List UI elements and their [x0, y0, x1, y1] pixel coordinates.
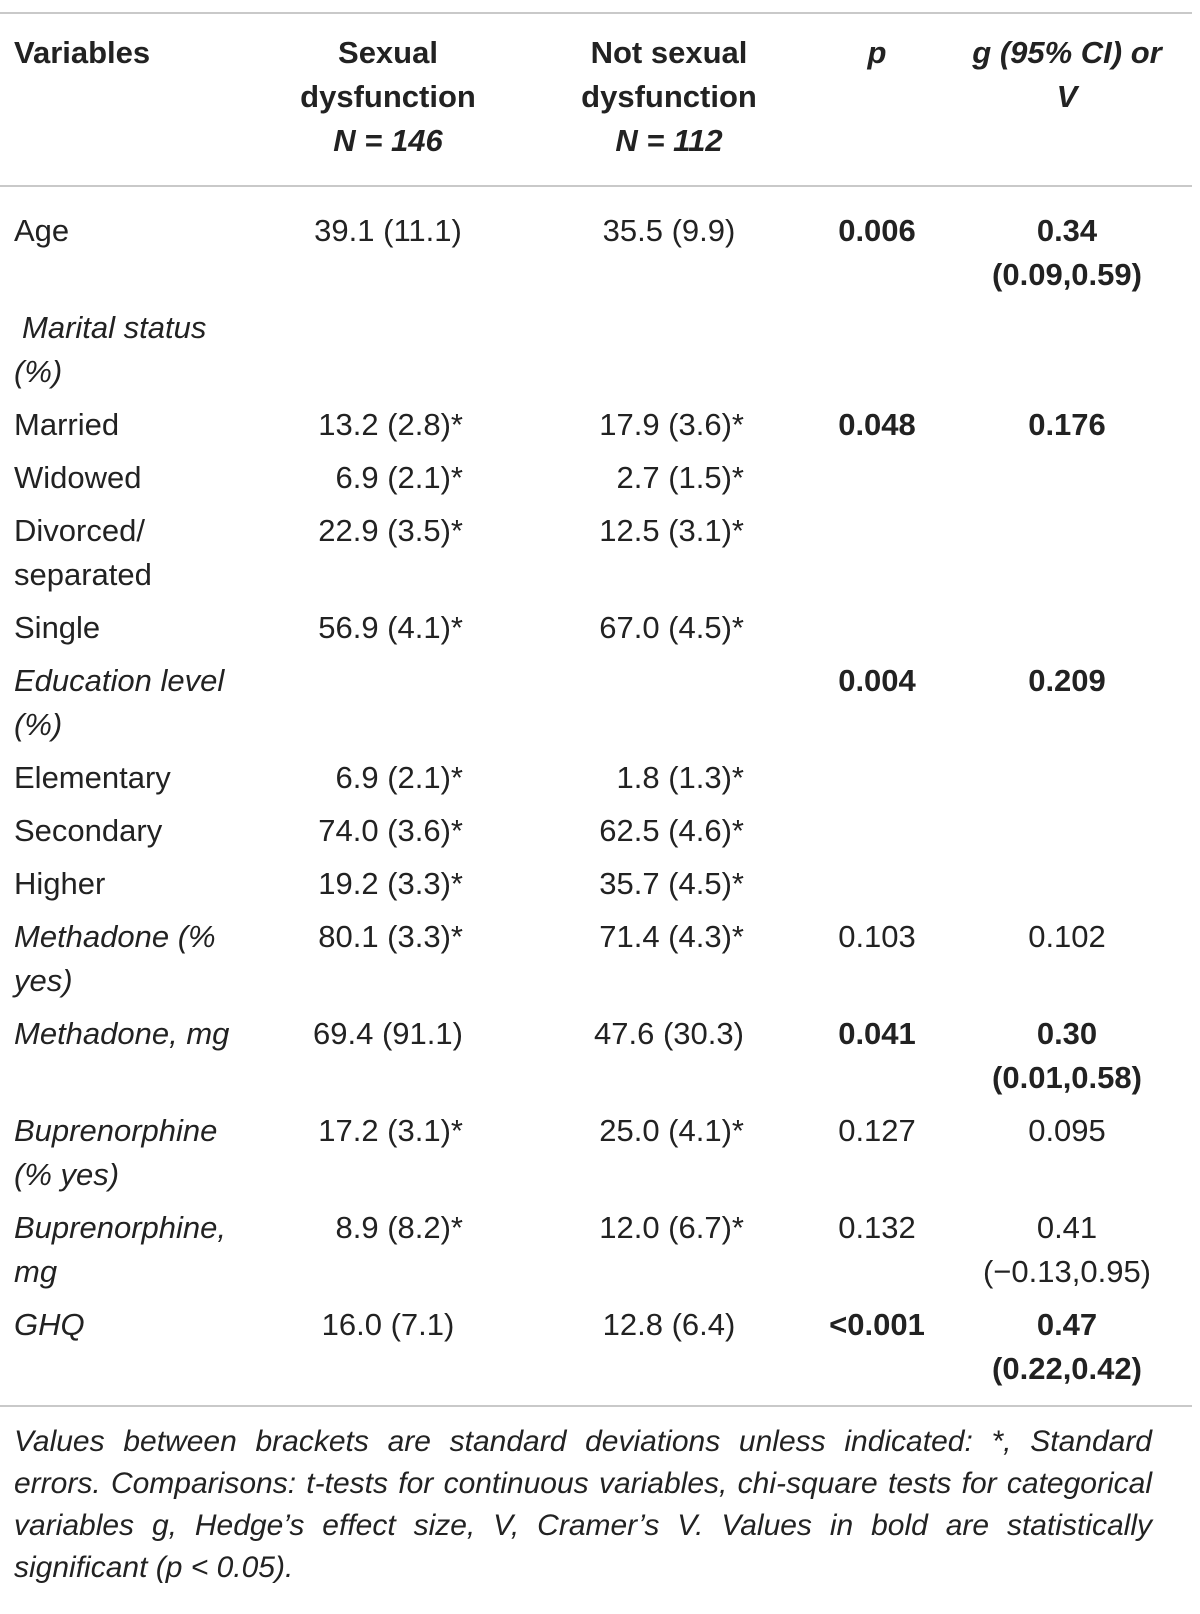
table-header-row: [0, 16, 1192, 186]
header-variables: Variables: [0, 16, 250, 186]
table-row: Elementary 6.9 (2.1)* 1.8 (1.3)*: [14, 760, 744, 795]
table-row: Married 13.2 (2.8)* 17.9 (3.6)* 0.048 0.176: [14, 407, 1106, 442]
table-row: Buprenorphine (% yes) 17.2 (3.1)* 25.0 (4.1)* 0.127 0.095: [14, 1113, 1106, 1192]
table-row: Education level (%) 0.004 0.209: [14, 663, 1106, 742]
table-row: Methadone, mg 69.4 (91.1) 47.6 (30.3) 0.041 0.30 (0.01,0.58): [14, 1016, 1142, 1095]
header-not-sexual-dysfunction: Not sexual dysfunction N = 112: [526, 16, 812, 186]
header-effect-size: g (95% CI) or V: [942, 16, 1192, 186]
header-p: p: [812, 16, 942, 186]
table-row: Higher 19.2 (3.3)* 35.7 (4.5)*: [14, 866, 744, 901]
table-row: Buprenorphine, mg 8.9 (8.2)* 12.0 (6.7)* 0.132 0.41 (−0.13,0.95): [14, 1210, 1152, 1289]
table-row: Age 39.1 (11.1) 35.5 (9.9) 0.006 0.34 (0.09,0.59): [14, 213, 1142, 292]
table-row: Widowed 6.9 (2.1)* 2.7 (1.5)*: [14, 460, 744, 495]
table-top-rule: [0, 12, 1192, 14]
table-footnote: Values between brackets are standard deviations unless indicated: *, Standard errors. Comparisons: t-tests for continuous variables, chi-square tests for categorical variables g, Hedge’s effect size, V, Cramer’s V. Values in bold are statistically significant (p < 0.05).: [0, 1406, 1192, 1589]
table-row: Secondary 74.0 (3.6)* 62.5 (4.6)*: [14, 813, 744, 848]
results-table: [0, 16, 1192, 1589]
table-row: Divorced/ separated 22.9 (3.5)* 12.5 (3.1)*: [14, 513, 744, 592]
table-footnote-row: [0, 1406, 1192, 1589]
table-row: GHQ 16.0 (7.1) 12.8 (6.4) <0.001 0.47 (0.22,0.42): [14, 1307, 1142, 1386]
table-row: Methadone (% yes) 80.1 (3.3)* 71.4 (4.3)* 0.103 0.102: [14, 919, 1106, 998]
header-sexual-dysfunction: Sexual dysfunction N = 146: [250, 16, 526, 186]
table-row: Marital status (%): [14, 310, 207, 389]
table-row: Single 56.9 (4.1)* 67.0 (4.5)*: [14, 610, 744, 645]
